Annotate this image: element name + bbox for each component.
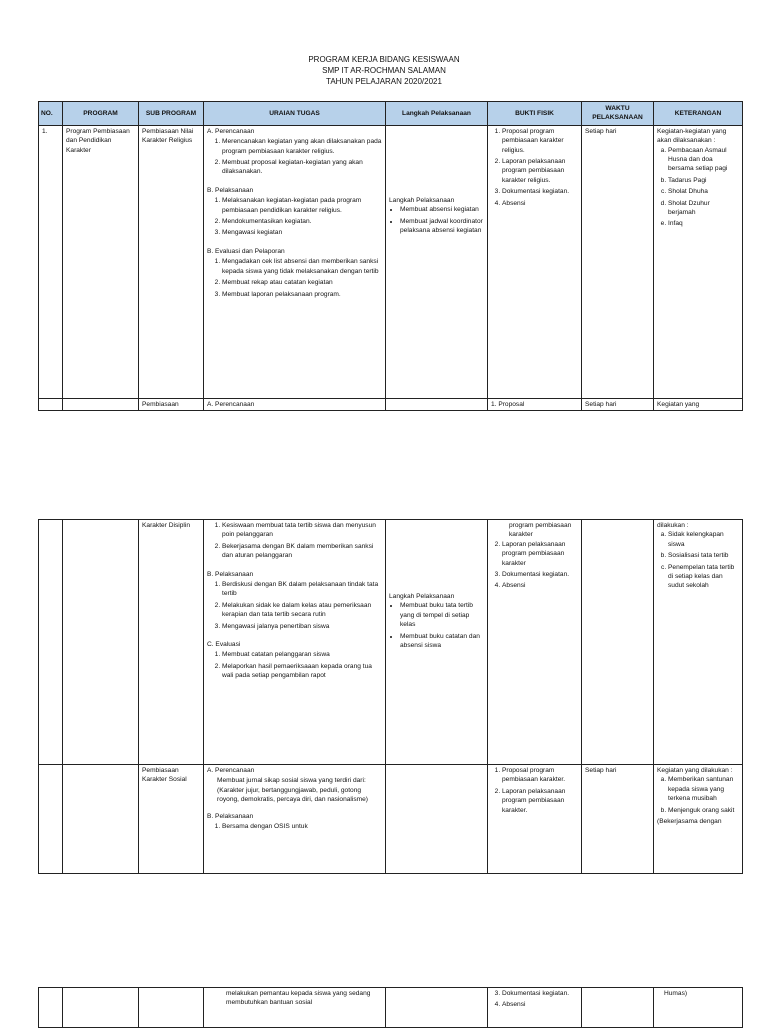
list-item: 3. Dokumentasi kegiatan. [502,187,578,196]
list-item: 1. Membuat catatan pelanggaran siswa [222,650,382,659]
program-table-page-2 [38,519,743,874]
list-item: d. Sholat Dzuhur berjamah [668,199,739,218]
langkah-title: Langkah Pelaksanaan [389,593,455,600]
title-line-1: PROGRAM KERJA BIDANG KESISWAAN [308,55,460,64]
list-item: a. Sidak kelengkapan siswa [668,530,739,549]
list-item: 1. Melaksanakan kegiatan-kegiatan pada program pembiasaan pendidikan karakter religius. [222,196,382,215]
section-b: B. Pelaksanaan [207,812,254,820]
table-row [39,125,743,398]
list-item: 1. Mengadakan cek list absensi dan memberikan sanksi kepada siswa yang tidak melaksanakan dengan tertib [222,257,382,276]
cell-sub-program: Pembiasaan [139,398,204,410]
list-item: 2. Laporan pelaksanaan program pembiasaan karakter. [502,787,578,815]
list-item: c. Sholat Dhuha [668,187,739,196]
header-program: PROGRAM [63,102,139,126]
list-item: 2. Laporan pelaksanaan program pembiasaan karakter religius. [502,157,578,185]
program-table-page-3 [38,987,743,1028]
list-item: 4. Absensi [502,1000,578,1009]
cell-sub-program: Pembiasaan Nilai Karakter Religius [139,125,204,398]
cell-waktu: Setiap hari [582,398,654,410]
list-item: 1. Kesiswaan membuat tata tertib siswa dan menyusun poin pelanggaran [222,521,382,540]
header-bukti: BUKTI FISIK [488,102,582,126]
section-a: A. Perencanaan [207,127,255,135]
cell-sub-program: Karakter Disiplin [139,520,204,765]
section-a: A. Perencanaan [207,767,255,774]
cell-sub-program: Pembiasaan Karakter Sosial [139,765,204,874]
list-item: a. Memberikan santunan kepada siswa yang terkena musibah [668,775,739,803]
cell-langkah [386,125,488,398]
list-item: 3. Membuat laporan pelaksanaan program. [222,290,382,299]
section-a-text: Membuat jurnal sikap sosial siswa yang terdiri dari: (Karakter jujur, bertanggungjawab, peduli, gotong royong, demokratis, percaya diri, dan nasionalisme) [217,777,368,804]
list-item: 2. Bekerjasama dengan BK dalam memberikan sanksi dan aturan pelanggaran [222,542,382,561]
list-item: 2. Mendokumentasikan kegiatan. [222,217,382,226]
list-item: 3. Mengawasi jalanya penertiban siswa [222,622,382,631]
header-row [39,102,743,126]
table-row [39,988,743,1028]
title-line-3: TAHUN PELAJARAN 2020/2021 [326,77,442,86]
cell-keterangan [654,765,743,874]
list-item: 2. Membuat proposal kegiatan-kegiatan yang akan dilaksanakan. [222,158,382,177]
list-item: 1. Bersama dengan OSIS untuk [222,822,382,831]
table-row [39,765,743,874]
cell-bukti: 1. Proposal [488,398,582,410]
cell-keterangan [654,125,743,398]
list-item: b. Menjenguk orang sakit [668,806,739,815]
document-title [0,54,768,87]
list-item: b. Tadarus Pagi [668,176,739,185]
cell-keterangan: Kegiatan yang [654,398,743,410]
cell-waktu: Setiap hari [582,125,654,398]
list-item: 3. Dokumentasi kegiatan. [502,570,578,579]
cell-keterangan [654,520,743,765]
cell-program: Program Pembiasaan dan Pendidikan Karakter [63,125,139,398]
list-item: a. Pembacaan Asmaul Husna dan doa bersama setiap pagi [668,146,739,174]
list-item: 1. Proposal program pembiasaan karakter religius. [502,127,578,155]
bukti-continued: program pembiasaan karakter [509,522,572,539]
keterangan-intro: Kegiatan yang dilakukan : [657,767,733,774]
list-item: • Membuat buku catatan dan absensi siswa [400,632,484,651]
table-row [39,520,743,765]
cell-uraian: A. Perencanaan [204,398,386,410]
list-item: 4. Absensi [502,581,578,590]
cell-uraian [204,125,386,398]
list-item: c. Penempelan tata tertib di setiap kelas dan sudut sekolah [668,563,739,591]
header-waktu: WAKTU PELAKSANAAN [582,102,654,126]
cell-bukti [488,125,582,398]
cell-uraian [204,765,386,874]
header-keterangan: KETERANGAN [654,102,743,126]
title-line-2: SMP IT AR-ROCHMAN SALAMAN [322,66,446,75]
list-item: • Membuat buku tata tertib yang di tempel di setiap kelas [400,601,484,629]
list-item: 1. Proposal program pembiasaan karakter. [502,766,578,785]
cell-keterangan: Humas) [654,988,743,1028]
list-item: 3. Dokumentasi kegiatan. [502,989,578,998]
cell-bukti [488,988,582,1028]
langkah-title: Langkah Pelaksanaan [389,196,455,204]
list-item: 2. Membuat rekap atau catatan kegiatan [222,278,382,287]
cell-no: 1. [39,125,63,398]
section-b: B. Pelaksanaan [207,570,254,578]
list-item: 3. Mengawasi kegiatan [222,228,382,237]
list-item: 1. Merencanakan kegiatan yang akan dilaksanakan pada program pembiasaan karakter religius. [222,137,382,156]
cell-bukti [488,765,582,874]
keterangan-intro: Kegiatan-kegiatan yang akan dilaksanakan : [657,127,727,145]
keterangan-intro: dilakukan : [657,522,689,529]
header-uraian: URAIAN TUGAS [204,102,386,126]
table-row [39,398,743,410]
list-item: b. Sosialisasi tata tertib [668,551,739,560]
keterangan-tail: (Bekerjasama dengan [657,818,722,826]
cell-waktu: Setiap hari [582,765,654,874]
cell-bukti [488,520,582,765]
cell-uraian: melakukan pemantau kepada siswa yang sedang membutuhkan bantuan sosial [204,988,386,1028]
list-item: • Membuat absensi kegiatan [400,205,484,214]
list-item: 2. Melakukan sidak ke dalam kelas atau pemeriksaan kerapian dan tata tertib secara rutin [222,601,382,620]
header-langkah: Langkah Pelaksanaan [386,102,488,126]
cell-langkah [386,520,488,765]
program-table-page-1 [38,101,743,411]
list-item: e. Infaq [668,219,739,228]
section-b: B. Pelaksanaan [207,186,254,194]
cell-uraian [204,520,386,765]
list-item: 4. Absensi [502,199,578,208]
header-sub-program: SUB PROGRAM [139,102,204,126]
list-item: • Membuat jadwal koordinator pelaksana absensi kegiatan [400,217,484,236]
list-item: 1. Berdiskusi dengan BK dalam pelaksanaan tindak tata tertib [222,580,382,599]
list-item: 2. Melaporkan hasil pemaeriksaaan kepada orang tua wali pada setiap pengambilan rapot [222,662,382,681]
section-c: C. Evaluasi [207,641,241,649]
header-no: NO. [39,102,63,126]
section-c: B. Evaluasi dan Pelaporan [207,247,285,255]
list-item: 2. Laporan pelaksanaan program pembiasaan karakter [502,540,578,568]
